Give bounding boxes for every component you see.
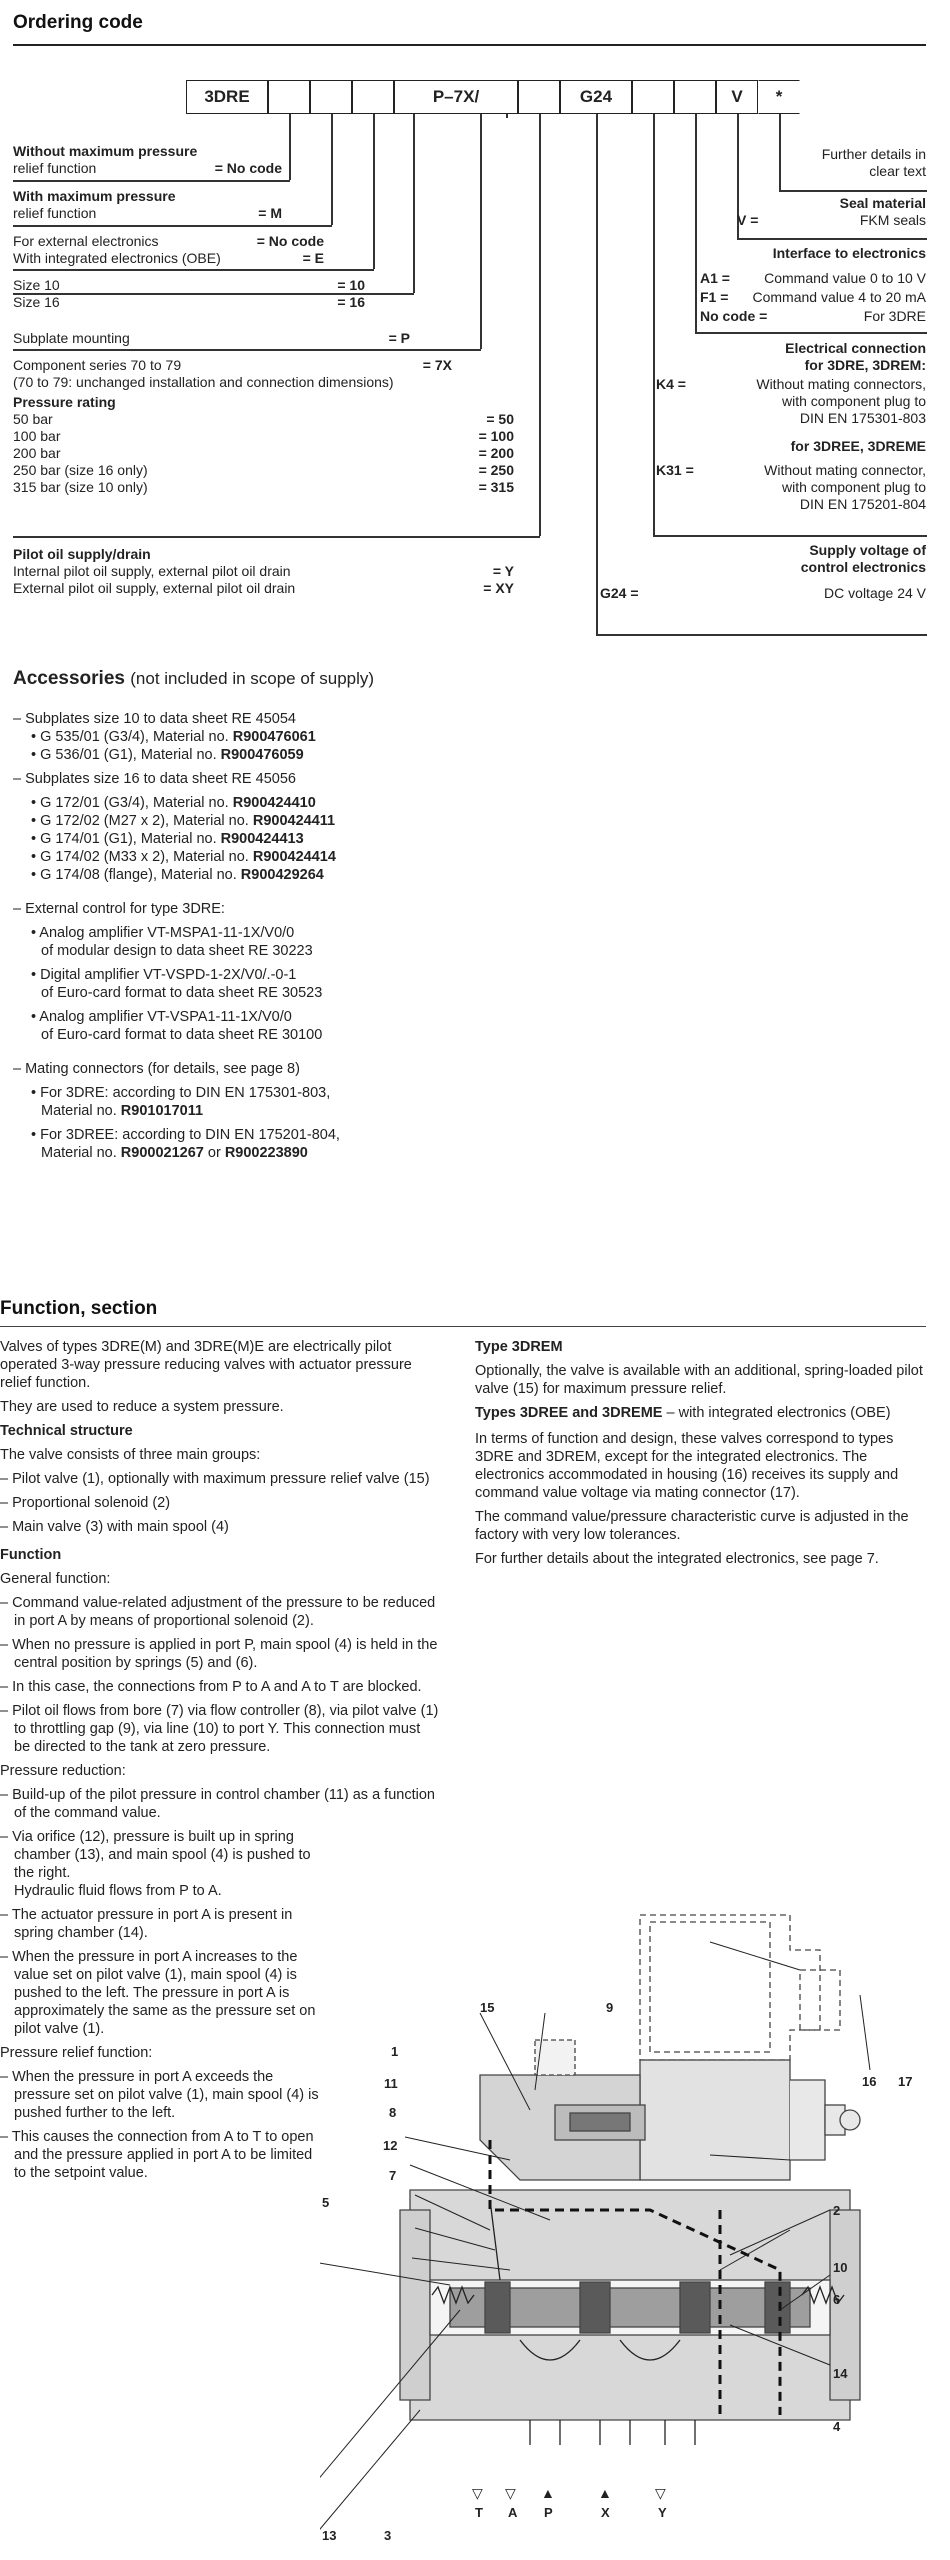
callout-17: 17 — [898, 2074, 913, 2089]
callout-8: 8 — [389, 2105, 397, 2120]
option-315bar: 315 bar (size 10 only) = 315 — [13, 479, 514, 495]
callout-10: 10 — [833, 2260, 848, 2275]
port-y-symbol: ▽ — [655, 2485, 666, 2501]
port-a: A — [508, 2505, 518, 2520]
code-box-seal: V — [716, 80, 758, 114]
iface-a1-text: Command value 0 to 10 V — [764, 270, 926, 286]
callout-7: 7 — [389, 2168, 397, 2183]
code-box-voltage: G24 — [560, 80, 632, 114]
option-pilot-y: Internal pilot oil supply, external pilot oil drain = Y — [13, 563, 514, 579]
further-details: Further details in clear text — [821, 146, 926, 179]
code-box-type: 3DRE — [186, 80, 268, 114]
option-50bar: 50 bar = 50 — [13, 411, 514, 427]
iface-f1-text: Command value 4 to 20 mA — [752, 289, 926, 305]
callout-4: 4 — [833, 2419, 841, 2434]
option-250bar: 250 bar (size 16 only) = 250 — [13, 462, 514, 478]
elec-k31-text: Without mating connector, with component plug to DIN EN 175201-804 — [764, 462, 926, 512]
iface-a1-code: A1 = — [700, 270, 730, 286]
code-slash: / — [474, 87, 480, 106]
port-t-symbol: ▽ — [472, 2485, 483, 2501]
option-200bar: 200 bar = 200 — [13, 445, 514, 461]
function-right-column: Type 3DREM Optionally, the valve is available with an additional, spring-loaded pilot valve (15) for maximum pressure relief. Types 3DREE and 3DREME – with integrated electronics (OBE) In terms of function and design, these valves correspond to types 3DRE and 3DREM, except for the integrated electronics. The electronics accommodated in housing (16) receives its supply and command value voltage via mating connector (17). The command value/pressure characteristic curve is adjusted in the factory with very low tolerances. For further details about the integrated electronics, see page 7. — [475, 1339, 923, 1567]
option-pilot-xy: External pilot oil supply, external pilot oil drain = XY — [13, 580, 514, 596]
interface-heading: Interface to electronics — [772, 245, 926, 261]
seal-fkm: FKM seals — [859, 212, 926, 228]
option-without-relief: Without maximum pressure relief function = No code — [13, 143, 282, 176]
iface-nocode-text: For 3DRE — [863, 308, 926, 324]
ordering-title: Ordering code — [13, 12, 143, 33]
port-p-symbol: ▲ — [541, 2485, 555, 2501]
pilot-oil-heading: Pilot oil supply/drain — [13, 546, 151, 562]
code-box-e — [310, 80, 352, 114]
code-box-m — [268, 80, 310, 114]
port-x-symbol: ▲ — [598, 2485, 612, 2501]
code-box-iface — [674, 80, 716, 114]
code-7x: 7X — [453, 87, 475, 106]
electrical-heading: Electrical connection for 3DRE, 3DREM: — [785, 340, 926, 373]
option-100bar: 100 bar = 100 — [13, 428, 514, 444]
option-with-relief: With maximum pressure relief function = M — [13, 188, 282, 221]
seal-v-code: V = — [737, 212, 759, 228]
function-title-rule — [0, 1326, 926, 1327]
elec-k31-code: K31 = — [656, 462, 694, 478]
option-obe: With integrated electronics (OBE) = E — [13, 250, 324, 266]
option-size-10: Size 10 = 10 — [13, 277, 365, 293]
function-left-column: Valves of types 3DRE(M) and 3DRE(M)E are electrically pilot operated 3-way pressure reducing valves with actuator pressure relief function. They are used to reduce a system pressure. Technical structure The valve consists of three main groups: – Pilot valve (1), optionally with maximum pressure relief valve (15) – Proportional solenoid (2) – Main valve (3) with main spool (4) Function General function: – Command value-related adjustment of the pressure to be reduced in port A by means of proportional solenoid (2). – When no pressure is applied in port P, main spool (4) is held in the central position by springs (5) and (6). – In this case, the connections from P to A and A to T are blocked. – Pilot oil flows from bore (7) via flow controller (8), via pilot valve (1) to throttling gap (9), via line (10) to port Y. This connection must be directed to the tank at zero pressure. Pressure reduction: – Build-up of the pilot pressure in control chamber (11) as a function of the command value. – Via orifice (12), pressure is built up in spring chamber (13), and main spool (4) is pushed to the right. Hydraulic fluid flows from P to A. – The actuator pressure in port A is present in spring chamber (14). – When the pressure in port A increases to the value set on pilot valve (1), main spool (4) is pushed to the left. The pressure in port A is approximately the same as the pressure set on pilot valve (1). Pressure relief function: – When the pressure in port A exceeds the pressure set on pilot valve (1), main spool (4) is pushed further to the left. – This causes the connection from A to T to open and the pressure applied in port A to be limited to the setpoint value. — [0, 1339, 439, 2181]
elec-k4-text: Without mating connectors, with component plug to DIN EN 175301-803 — [756, 376, 926, 426]
callout-12: 12 — [383, 2138, 398, 2153]
port-y: Y — [658, 2505, 667, 2520]
supply-g24-text: DC voltage 24 V — [824, 585, 926, 601]
port-x: X — [601, 2505, 610, 2520]
code-box-series: P–7X/ — [394, 80, 518, 114]
seal-material-heading: Seal material — [839, 195, 926, 211]
solenoid-body — [640, 2060, 790, 2180]
code-p: P — [432, 87, 445, 106]
port-a-symbol: ▽ — [505, 2485, 516, 2501]
iface-nocode: No code = — [700, 308, 768, 324]
code-box-elec — [632, 80, 674, 114]
callout-15: 15 — [480, 2000, 495, 2015]
code-box-pressure — [518, 80, 560, 114]
code-box-further: * — [758, 80, 800, 114]
supply-g24-code: G24 = — [600, 585, 639, 601]
option-subplate: Subplate mounting = P — [13, 330, 410, 346]
code-box-size — [352, 80, 394, 114]
callout-11: 11 — [384, 2076, 398, 2091]
electrical-heading-2: for 3DREE, 3DREME — [790, 438, 926, 454]
function-title: Function, section — [0, 1298, 158, 1319]
callout-3: 3 — [384, 2528, 392, 2543]
accessories-list: – Subplates size 10 to data sheet RE 45054 • G 535/01 (G3/4), Material no. R900476061 • G 536/01 (G1), Material no. R900476059 – Subplates size 16 to data sheet RE 45056 • G 172/01 (G3/4), Material no. R900424410 • G 172/02 (M27 x 2), Material no. R900424411 • G 174/01 (G1), Material no. R900424413 • G 174/02 (M33 x 2), Material no. R900424414 • G 174/08 (flange), Material no. R900429264 – External control for type 3DRE: • Analog amplifier VT-MSPA1-11-1X/V0/0 of modular design to data sheet RE 30223 • Digital amplifier VT-VSPD-1-2X/V0/.-0-1 of Euro-card format to data sheet RE 30523 • Analog amplifier VT-VSPA1-11-1X/V0/0 of Euro-card format to data sheet RE 30100 – Mating connectors (for details, see page 8) • For 3DRE: according to DIN EN 175301-803, Material no. R901017011 • For 3DREE: according to DIN EN 175201-804, Material no. R900021267 or R900223890 — [13, 711, 340, 1161]
callout-2: 2 — [833, 2203, 841, 2218]
elec-k4-code: K4 = — [656, 376, 686, 392]
callout-14: 14 — [833, 2366, 848, 2381]
ordering-title-rule — [13, 44, 926, 46]
option-size-16: Size 16 = 16 — [13, 294, 365, 310]
callout-9: 9 — [606, 2000, 614, 2015]
callout-6: 6 — [833, 2292, 841, 2307]
callout-13: 13 — [322, 2528, 337, 2543]
accessories-title: Accessories (not included in scope of supply) — [13, 668, 375, 689]
callout-16: 16 — [862, 2074, 877, 2089]
option-series: Component series 70 to 79 (70 to 79: unchanged installation and connection dimensions) = 7X — [13, 357, 452, 390]
pressure-rating-heading: Pressure rating — [13, 394, 116, 410]
electronics-housing — [640, 1915, 820, 2060]
port-t: T — [475, 2505, 483, 2520]
valve-section-drawing — [320, 1910, 940, 2560]
callout-5: 5 — [322, 2195, 330, 2210]
callout-1: 1 — [391, 2044, 399, 2059]
iface-f1-code: F1 = — [700, 289, 729, 305]
option-external-electronics: For external electronics = No code — [13, 233, 324, 249]
port-p: P — [544, 2505, 553, 2520]
supply-heading: Supply voltage of control electronics — [800, 542, 926, 575]
